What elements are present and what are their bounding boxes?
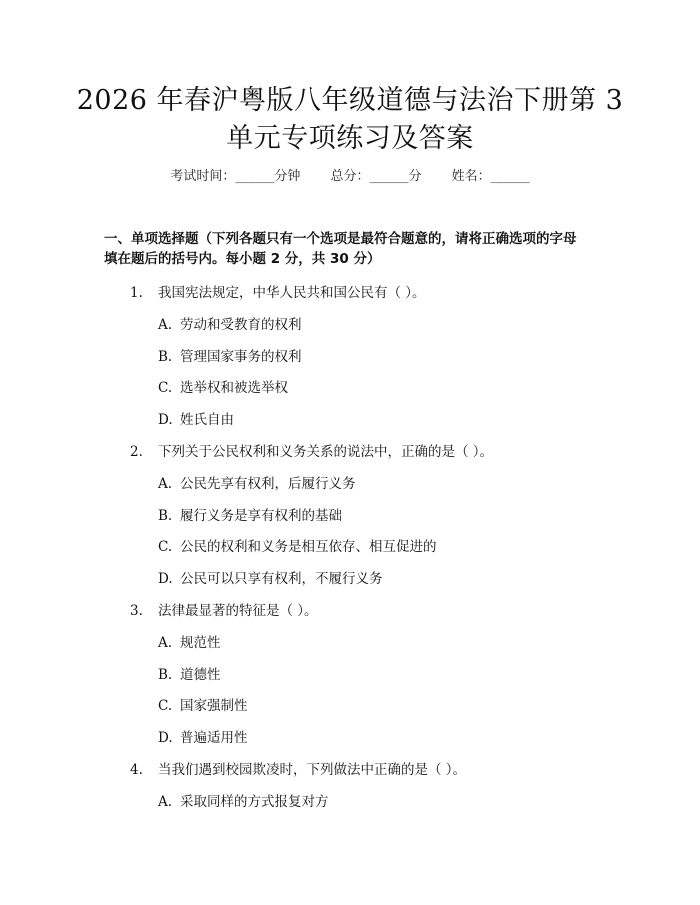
question-2-option-d bbox=[158, 569, 383, 589]
option-text: 选举权和被选举权 bbox=[180, 380, 288, 396]
question-2-option-a bbox=[158, 474, 356, 494]
option-text: 道德性 bbox=[180, 667, 221, 683]
question-number: 3. bbox=[130, 603, 143, 619]
document-title-line-1: 2026 年春沪粤版八年级道德与法治下册第 3 bbox=[76, 85, 624, 116]
question-3 bbox=[130, 601, 318, 621]
question-2-option-b bbox=[158, 506, 342, 526]
option-letter: B. bbox=[158, 349, 173, 365]
option-letter: A. bbox=[158, 476, 173, 492]
option-text: 管理国家事务的权利 bbox=[180, 349, 302, 365]
option-text: 采取同样的方式报复对方 bbox=[180, 794, 329, 810]
option-letter: D. bbox=[158, 412, 173, 428]
option-text: 公民先享有权利，后履行义务 bbox=[180, 476, 356, 492]
exam-time: 考试时间：______分钟 bbox=[170, 169, 301, 184]
question-1-option-b bbox=[158, 347, 302, 367]
option-letter: A. bbox=[158, 317, 173, 333]
option-text: 公民可以只享有权利，不履行义务 bbox=[180, 571, 383, 587]
student-name: 姓名：______ bbox=[451, 169, 530, 184]
option-letter: B. bbox=[158, 508, 173, 524]
question-1-option-c bbox=[158, 378, 288, 398]
option-text: 姓氏自由 bbox=[180, 412, 234, 428]
option-letter: A. bbox=[158, 794, 173, 810]
question-text: 我国宪法规定，中华人民共和国公民有（ ）。 bbox=[158, 285, 426, 301]
question-3-option-c bbox=[158, 696, 248, 716]
question-1 bbox=[130, 283, 426, 303]
question-2-option-c bbox=[158, 537, 437, 557]
option-text: 普遍适用性 bbox=[180, 730, 248, 746]
question-number: 1. bbox=[130, 285, 143, 301]
option-text: 公民的权利和义务是相互依存、相互促进的 bbox=[180, 539, 437, 555]
question-number: 2. bbox=[130, 444, 143, 460]
question-1-option-d bbox=[158, 410, 234, 430]
question-text: 当我们遇到校园欺凌时，下列做法中正确的是（ ）。 bbox=[158, 762, 467, 778]
section-heading-line-1: 一、单项选择题（下列各题只有一个选项是最符合题意的，请将正确选项的字母 bbox=[104, 231, 577, 247]
document-title-line-2: 单元专项练习及答案 bbox=[226, 123, 474, 154]
option-letter: D. bbox=[158, 571, 173, 587]
question-3-option-b bbox=[158, 665, 221, 685]
question-3-option-a bbox=[158, 633, 221, 653]
question-4-option-a bbox=[158, 792, 329, 812]
question-text: 下列关于公民权利和义务关系的说法中，正确的是（ ）。 bbox=[158, 444, 494, 460]
exam-meta bbox=[0, 168, 700, 186]
option-letter: D. bbox=[158, 730, 173, 746]
question-2 bbox=[130, 442, 493, 462]
question-4 bbox=[130, 760, 466, 780]
option-text: 规范性 bbox=[180, 635, 221, 651]
option-text: 履行义务是享有权利的基础 bbox=[180, 508, 342, 524]
option-letter: C. bbox=[158, 698, 173, 714]
exam-total-score: 总分：______分 bbox=[330, 169, 422, 184]
option-letter: A. bbox=[158, 635, 173, 651]
question-number: 4. bbox=[130, 762, 143, 778]
option-text: 国家强制性 bbox=[180, 698, 248, 714]
question-text: 法律最显著的特征是（ ）。 bbox=[158, 603, 318, 619]
option-letter: C. bbox=[158, 380, 173, 396]
question-3-option-d bbox=[158, 728, 248, 748]
option-text: 劳动和受教育的权利 bbox=[180, 317, 302, 333]
question-1-option-a bbox=[158, 315, 302, 335]
option-letter: B. bbox=[158, 667, 173, 683]
option-letter: C. bbox=[158, 539, 173, 555]
section-heading-line-2: 填在题后的括号内。每小题 2 分，共 30 分） bbox=[104, 251, 381, 267]
